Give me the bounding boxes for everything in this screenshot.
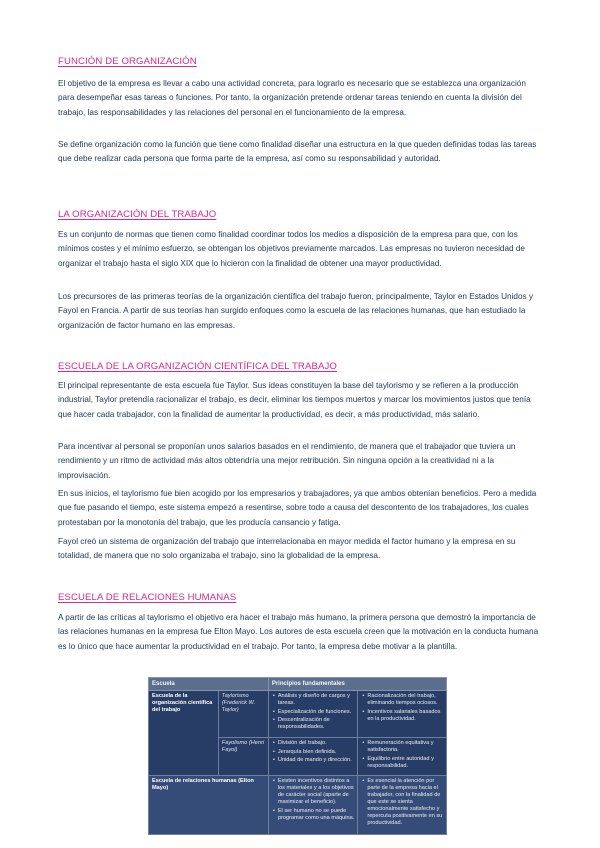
table-header-row <box>149 678 447 691</box>
fayolismo-principles-left <box>268 738 358 776</box>
paragraph: Para incentivar al personal se proponían unos salarios basados en el rendimiento, de manera que el trabajador que tuviera un rendimiento y un ritmo de actividad más altos obtendría una mejor retribución. Sin ninguna opción a la creatividad ni a la improvisación. <box>58 442 516 480</box>
paragraph: En sus inicios, el taylorismo fue bien acogido por los empresarios y trabajadores, ya que ambos obtenían beneficios. Pero a medida que fue pasando el tiempo, este sistema empezó a resentirse, sobre todo a causa del descontento de los trabajadores, los cuales protestaban por la monotonía del trabajo, que les producía cansancio y fatiga. <box>58 489 537 527</box>
paragraph: Se define organización como la función que tiene como finalidad diseñar una estructura en la que queden definidas todas las tareas que debe realizar cada persona que forma parte de la empresa, así como su responsabilidad y autoridad. <box>58 140 537 164</box>
bullet-item: • Racionalización del trabajo, eliminando tiempos ociosos. <box>367 693 443 707</box>
bullet-list <box>361 740 443 770</box>
paragraph: Los precursores de las primeras teorías de la organización científica del trabajo fueron, principalmente, Taylor en Estados Unidos y Fayol en Francia. A partir de sus teorías han surgido enfoques como la escuela de las relaciones humanas, que han estudiado la organización de factor humano en las empresas. <box>58 292 533 330</box>
paragraph: El principal representante de esta escuela fue Taylor. Sus ideas constituyen la base del taylorismo y se refieren a la producción industrial, Taylor pretendía racionalizar el trabajo, es decir, eliminar los tiempos muertos y marcar los movimientos justos que tenía que hacer cada trabajador, con la finalidad de aumentar la productividad, es decir, a más productividad, más salario. <box>58 381 531 419</box>
schools-table <box>148 677 447 835</box>
row1-school-cell: Escuela de la organización científica del trabajo <box>149 691 219 776</box>
bullet-list <box>272 693 355 731</box>
bullet-list <box>272 778 355 822</box>
header-school: Escuela <box>149 678 269 691</box>
relaciones-principles-right <box>358 776 447 835</box>
heading-funcion-organizacion: FUNCIÓN DE ORGANIZACIÓN <box>58 56 197 67</box>
bullet-item: • Jerarquía bien definida. <box>278 749 355 756</box>
fayolismo-principles-right <box>358 738 447 776</box>
table-row <box>149 691 447 738</box>
bullet-item: • Incentivos salariales basados en la productividad. <box>367 709 443 723</box>
bullet-list <box>361 693 443 723</box>
bullet-item: • División del trabajo. <box>278 740 355 747</box>
bullet-item: • Descentralización de responsabilidades. <box>278 717 355 731</box>
bullet-item: • Equilibrio entre autoridad y responsabilidad. <box>367 756 443 770</box>
bullet-item: • El ser humano no se puede programar como una máquina. <box>278 808 355 822</box>
heading-relaciones-humanas: ESCUELA DE RELACIONES HUMANAS <box>58 592 237 603</box>
bullet-item: • Es esencial la atención por parte de la empresa hacia el trabajador, con la finalidad de que este se sienta emocionalmente satisfecho y repercuta positivamente en su productividad. <box>367 778 443 827</box>
row2-school-cell: Escuela de relaciones humanas (Elton Mayo) <box>149 776 269 835</box>
header-principles: Principios fundamentales <box>268 678 446 691</box>
fayolismo-cell: Fayolismo (Henri Fayol) <box>218 738 268 776</box>
taylorismo-principles-left <box>268 691 358 738</box>
bullet-item: • Especialización de funciones. <box>278 709 355 716</box>
heading-organizacion-cientifica: ESCUELA DE LA ORGANIZACIÓN CIENTÍFICA DEL TRABAJO <box>58 361 337 372</box>
bullet-list <box>272 740 355 764</box>
taylorismo-cell: Taylorismo (Frederick W. Taylor) <box>218 691 268 738</box>
bullet-item: • Remuneración equitativa y satisfactoria. <box>367 740 443 754</box>
bullet-item: • Análisis y diseño de cargos y tareas. <box>278 693 355 707</box>
taylorismo-principles-right <box>358 691 447 738</box>
heading-organizacion-trabajo: LA ORGANIZACIÓN DEL TRABAJO <box>58 209 217 220</box>
paragraph: El objetivo de la empresa es llevar a cabo una actividad concreta, para lograrlo es necesario que se establezca una organización para desempeñar esas tareas o funciones. Por tanto, la organización pretende ordenar tareas teniendo en cuenta la división del trabajo, las responsabilidades y las relaciones del personal en el funcionamiento de la empresa. <box>58 79 526 117</box>
paragraph: A partir de las críticas al taylorismo el objetivo era hacer el trabajo más humano, la primera persona que demostró la importancia de las relaciones humanas en la empresa fue Elton Mayo. Los autores de esta escuela creen que la motivación en la conducta humana es lo único que hace aumentar la productividad en el trabajo. Por tanto, la empresa debe motivar a la plantilla. <box>58 613 539 651</box>
bullet-item: • Existen incentivos distintos a los materiales y a los objetivos de carácter social (aparte de maximizar el beneficio). <box>278 778 355 806</box>
table-row <box>149 776 447 835</box>
paragraph: Fayol creó un sistema de organización del trabajo que interrelacionaba en mayor medida el factor humano y la empresa en su totalidad, de manera que no solo organizaba el trabajo, sino la globalidad de la empresa. <box>58 537 516 561</box>
relaciones-principles-left <box>268 776 358 835</box>
paragraph: Es un conjunto de normas que tienen como finalidad coordinar todos los medios a disposición de la empresa para que, con los mínimos costes y el mínimo esfuerzo, se obtengan los objetivos previamente marcados. Las empresas no tuvieron necesidad de organizar el trabajo hasta el siglo XIX que lo hicieron con la finalidad de obtener una mayor productividad. <box>58 230 525 268</box>
bullet-item: • Unidad de mando y dirección. <box>278 757 355 764</box>
bullet-list <box>361 778 443 827</box>
